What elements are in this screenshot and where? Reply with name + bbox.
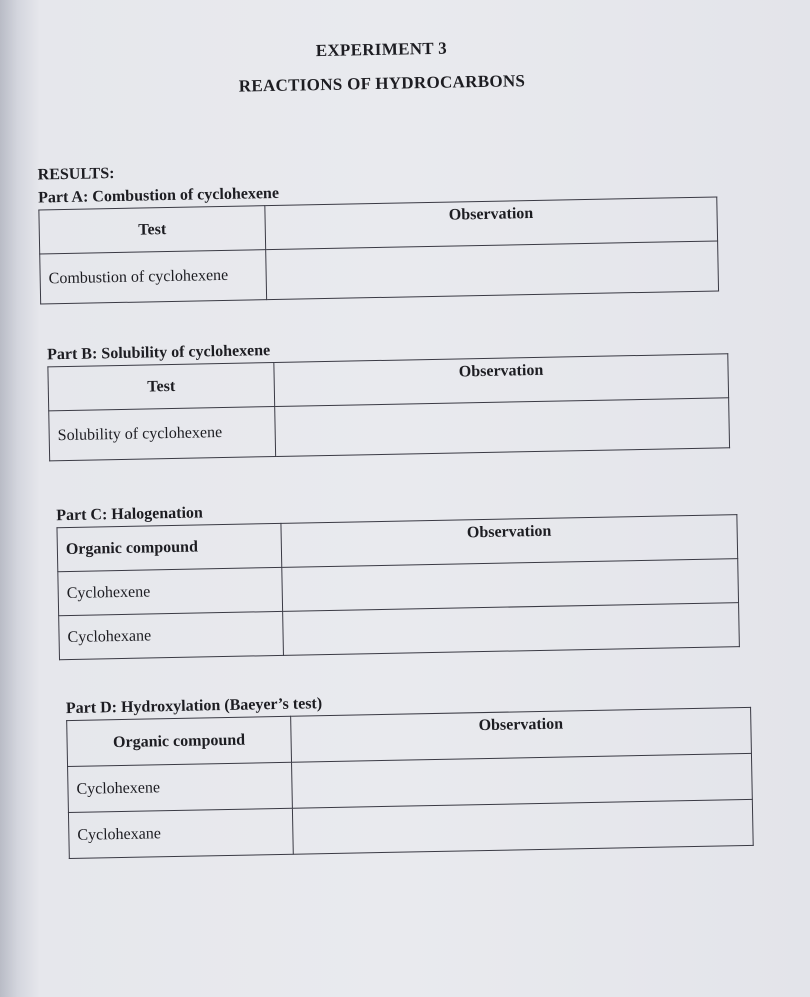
observation-cell: [266, 241, 719, 300]
part-a-heading: Part A: Combustion of cyclohexene: [37, 184, 280, 207]
row-label: Combustion of cyclohexene: [40, 250, 267, 304]
observation-cell: [292, 799, 753, 854]
column-header-observation: Observation: [265, 197, 718, 250]
part-a-table: [38, 196, 719, 304]
part-b-table: [47, 353, 730, 461]
part-b-heading: Part B: Solubility of cyclohexene: [46, 342, 271, 364]
row-label: Cyclohexene: [68, 762, 293, 812]
part-c-heading: Part C: Halogenation: [56, 504, 204, 525]
experiment-title: REACTIONS OF HYDROCARBONS: [238, 71, 526, 96]
experiment-number: EXPERIMENT 3: [315, 38, 448, 61]
part-d-heading: Part D: Hydroxylation (Baeyer’s test): [65, 695, 323, 718]
row-label: Solubility of cyclohexene: [49, 407, 276, 461]
results-heading: RESULTS:: [37, 165, 115, 184]
row-label: Cyclohexane: [68, 808, 293, 858]
row-label: Cyclohexane: [59, 611, 284, 659]
part-d-table: [66, 707, 754, 859]
column-header-observation: Observation: [291, 707, 752, 762]
column-header-test: Test: [48, 363, 275, 411]
part-c-table: [56, 514, 739, 660]
column-header-organic-compound: Organic compound: [67, 716, 292, 766]
column-header-observation: Observation: [274, 354, 729, 407]
observation-cell: [275, 398, 730, 457]
observation-cell: [283, 603, 740, 656]
column-header-organic-compound: Organic compound: [57, 523, 282, 571]
column-header-test: Test: [39, 206, 266, 254]
row-label: Cyclohexene: [58, 567, 283, 615]
column-header-observation: Observation: [281, 515, 738, 568]
